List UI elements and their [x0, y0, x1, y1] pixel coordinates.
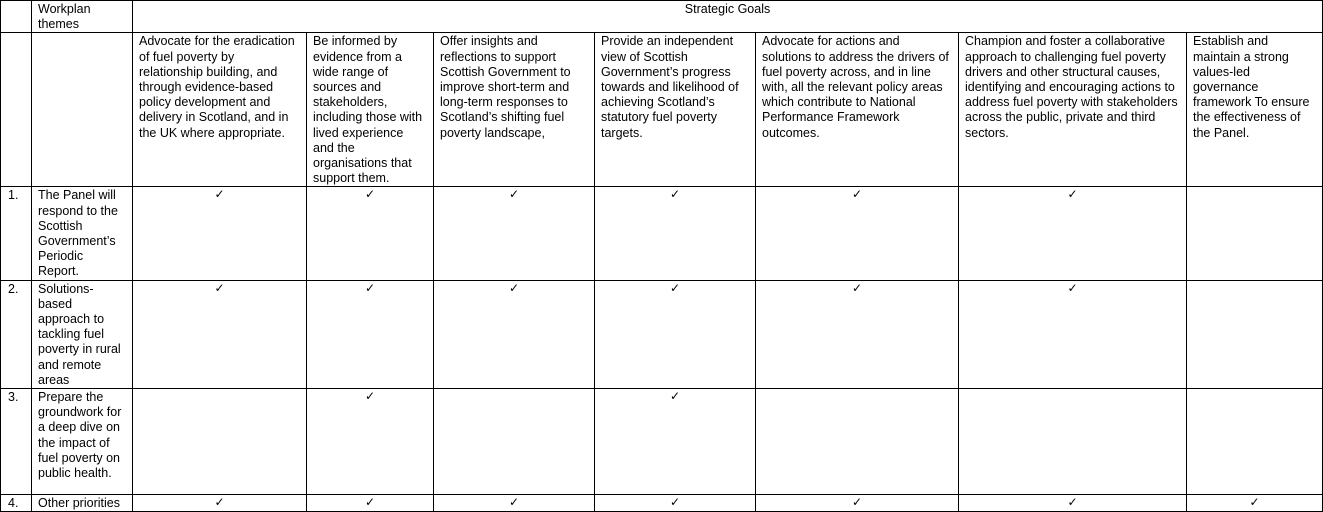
goal-check-cell: [133, 187, 307, 280]
check-mark-icon: ✓: [1067, 280, 1078, 295]
goal-check-cell: [756, 495, 959, 512]
strategic-goals-heading: Strategic Goals: [133, 1, 1323, 33]
goal-check-cell: [434, 187, 595, 280]
check-mark-icon: ✓: [364, 280, 376, 295]
workplan-themes-heading: Workplan themes: [32, 1, 133, 33]
goal-description: Be informed by evidence from a wide range of sources and stakeholders, including those with lived experience and the organisations that support them.: [307, 33, 434, 187]
goal-check-cell: [133, 495, 307, 512]
check-mark-icon: ✓: [214, 495, 225, 510]
goal-check-cell: [959, 280, 1187, 388]
check-mark-icon: ✓: [364, 495, 376, 510]
theme-title: Prepare the groundwork for a deep dive on the impact of fuel poverty on public health.: [32, 389, 133, 495]
goal-check-cell: [959, 495, 1187, 512]
check-mark-icon: ✓: [669, 389, 681, 404]
theme-row: [1, 389, 1323, 495]
theme-number: 2.: [1, 280, 32, 388]
goal-check-cell: [133, 280, 307, 388]
check-mark-icon: ✓: [851, 187, 863, 202]
goal-check-cell: [434, 389, 595, 495]
goal-check-cell: [595, 495, 756, 512]
goal-check-cell: [756, 280, 959, 388]
goal-description: Advocate for the eradication of fuel poverty by relationship building, and through evidence-based policy development and delivery in Scotland, and in the UK where appropriate.: [133, 33, 307, 187]
goal-check-cell: [1187, 280, 1323, 388]
goal-check-cell: [307, 389, 434, 495]
goal-description: Offer insights and reflections to support Scottish Government to improve short-term and long-term responses to Scotland’s shifting fuel poverty landscape,: [434, 33, 595, 187]
theme-number: 4.: [1, 495, 32, 512]
goal-check-cell: [595, 389, 756, 495]
goal-description: Champion and foster a collaborative approach to challenging fuel poverty drivers and other structural causes, identifying and encouraging actions to address fuel poverty with stakeholders across the public, private and third sectors.: [959, 33, 1187, 187]
goal-check-cell: [1187, 389, 1323, 495]
check-mark-icon: ✓: [851, 495, 863, 510]
theme-row: [1, 187, 1323, 280]
check-mark-icon: ✓: [364, 389, 376, 404]
theme-row: [1, 280, 1323, 388]
check-mark-icon: ✓: [669, 495, 681, 510]
check-mark-icon: ✓: [669, 280, 681, 295]
check-mark-icon: ✓: [669, 187, 681, 202]
check-mark-icon: ✓: [851, 280, 863, 295]
goal-check-cell: [434, 280, 595, 388]
blank-cell: [32, 33, 133, 187]
check-mark-icon: ✓: [1067, 187, 1078, 202]
theme-row: [1, 495, 1323, 512]
goal-check-cell: [307, 280, 434, 388]
goal-check-cell: [434, 495, 595, 512]
goal-check-cell: [959, 389, 1187, 495]
goal-check-cell: [307, 495, 434, 512]
goal-check-cell: [1187, 187, 1323, 280]
check-mark-icon: ✓: [508, 495, 520, 510]
theme-title: The Panel will respond to the Scottish Government’s Periodic Report.: [32, 187, 133, 280]
check-mark-icon: ✓: [1067, 495, 1078, 510]
theme-number: 1.: [1, 187, 32, 280]
goal-check-cell: [756, 389, 959, 495]
goal-check-cell: [756, 187, 959, 280]
goal-check-cell: [307, 187, 434, 280]
check-mark-icon: ✓: [1249, 495, 1260, 510]
blank-cell: [1, 33, 32, 187]
theme-title: Other priorities: [32, 495, 133, 512]
goal-description: Provide an independent view of Scottish Government’s progress towards and likelihood of achieving Scotland’s statutory fuel poverty targets.: [595, 33, 756, 187]
corner-cell: [1, 1, 32, 33]
check-mark-icon: ✓: [508, 280, 520, 295]
goal-description: Advocate for actions and solutions to address the drivers of fuel poverty across, and in line with, all the relevant policy areas which contribute to National Performance Framework outcomes.: [756, 33, 959, 187]
check-mark-icon: ✓: [364, 187, 376, 202]
goal-check-cell: [595, 280, 756, 388]
goal-description: Establish and maintain a strong values-led governance framework To ensure the effectiveness of the Panel.: [1187, 33, 1323, 187]
check-mark-icon: ✓: [508, 187, 520, 202]
goal-check-cell: [959, 187, 1187, 280]
goal-check-cell: [133, 389, 307, 495]
theme-number: 3.: [1, 389, 32, 495]
goal-check-cell: [595, 187, 756, 280]
goal-check-cell: [1187, 495, 1323, 512]
check-mark-icon: ✓: [214, 280, 225, 295]
check-mark-icon: ✓: [214, 187, 225, 202]
theme-title: Solutions-based approach to tackling fuel poverty in rural and remote areas: [32, 280, 133, 388]
goals-row: [1, 33, 1323, 187]
header-row: [1, 1, 1323, 33]
